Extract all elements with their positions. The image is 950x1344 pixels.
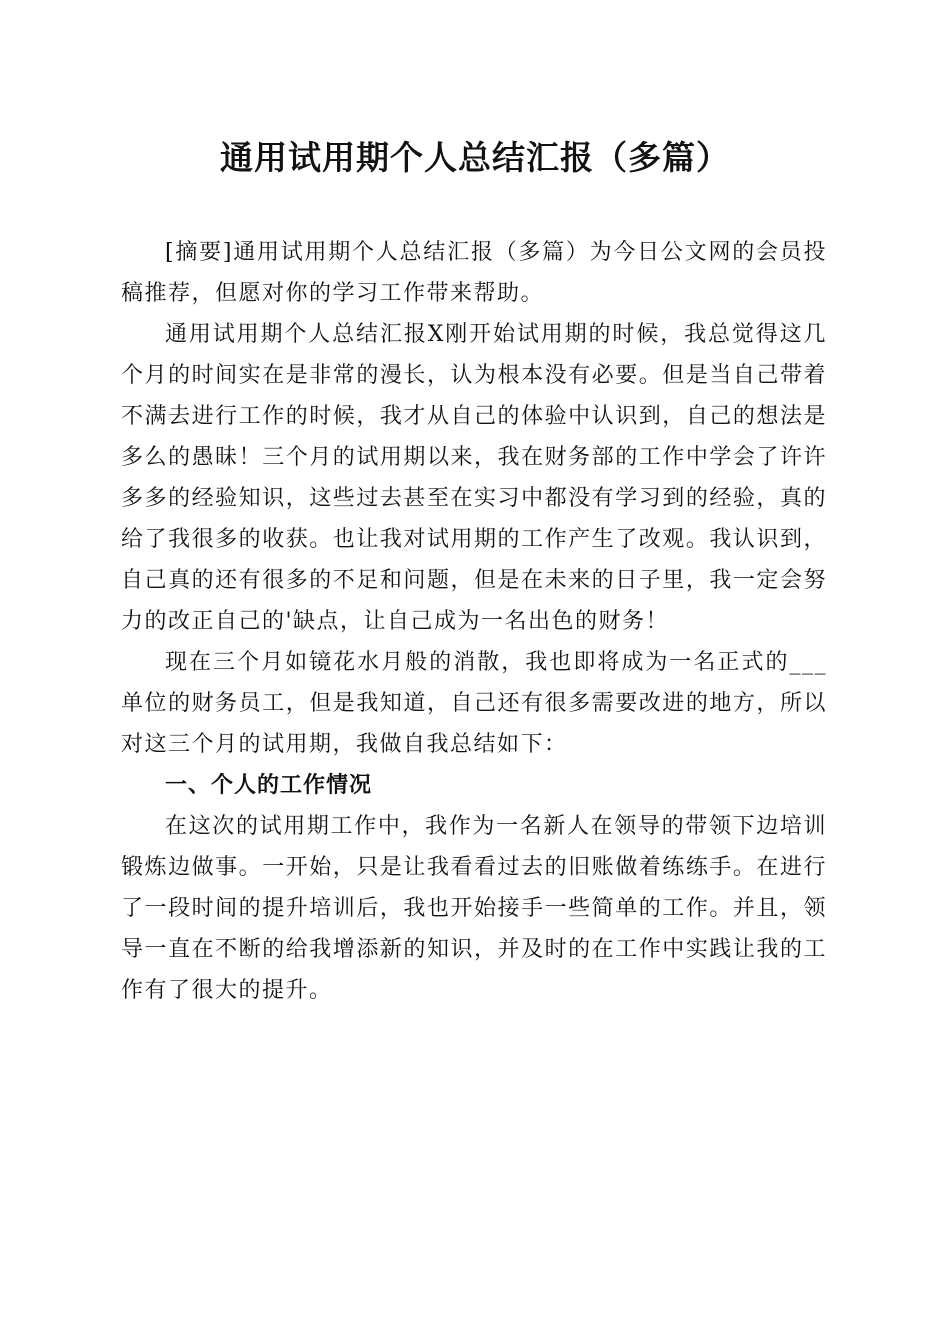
body-paragraph-1: 通用试用期个人总结汇报X刚开始试用期的时候，我总觉得这几个月的时间实在是非常的漫长，认为根本没有必要。但是当自己带着不满去进行工作的时候，我才从自己的体验中认识到，自己的想法是多么的愚昧！三个月的试用期以来，我在财务部的工作中学会了许许多多的经验知识，这些过去甚至在实习中都没有学习到的经验，真的给了我很多的收获。也让我对试用期的工作产生了改观。我认识到，自己真的还有很多的不足和问题，但是在未来的日子里，我一定会努力的改正自己的'缺点，让自己成为一名出色的财务！ bbox=[121, 322, 827, 634]
document-body bbox=[121, 232, 827, 1011]
body-paragraph-3: 在这次的试用期工作中，我作为一名新人在领导的带领下边培训锻炼边做事。一开始，只是让我看看过去的旧账做着练练手。在进行了一段时间的提升培训后，我也开始接手一些简单的工作。并且，领导一直在不断的给我增添新的知识，并及时的在工作中实践让我的工作有了很大的提升。 bbox=[121, 814, 827, 1003]
section-heading: 一、个人的工作情况 bbox=[165, 773, 373, 798]
document-title: 通用试用期个人总结汇报（多篇） bbox=[220, 138, 730, 177]
body-paragraph-2: 现在三个月如镜花水月般的消散，我也即将成为一名正式的___单位的财务员工，但是我知道，自己还有很多需要改进的地方，所以对这三个月的试用期，我做自我总结如下： bbox=[121, 650, 827, 757]
abstract-paragraph: [摘要]通用试用期个人总结汇报（多篇）为今日公文网的会员投稿推荐，但愿对你的学习工作带来帮助。 bbox=[121, 240, 827, 306]
